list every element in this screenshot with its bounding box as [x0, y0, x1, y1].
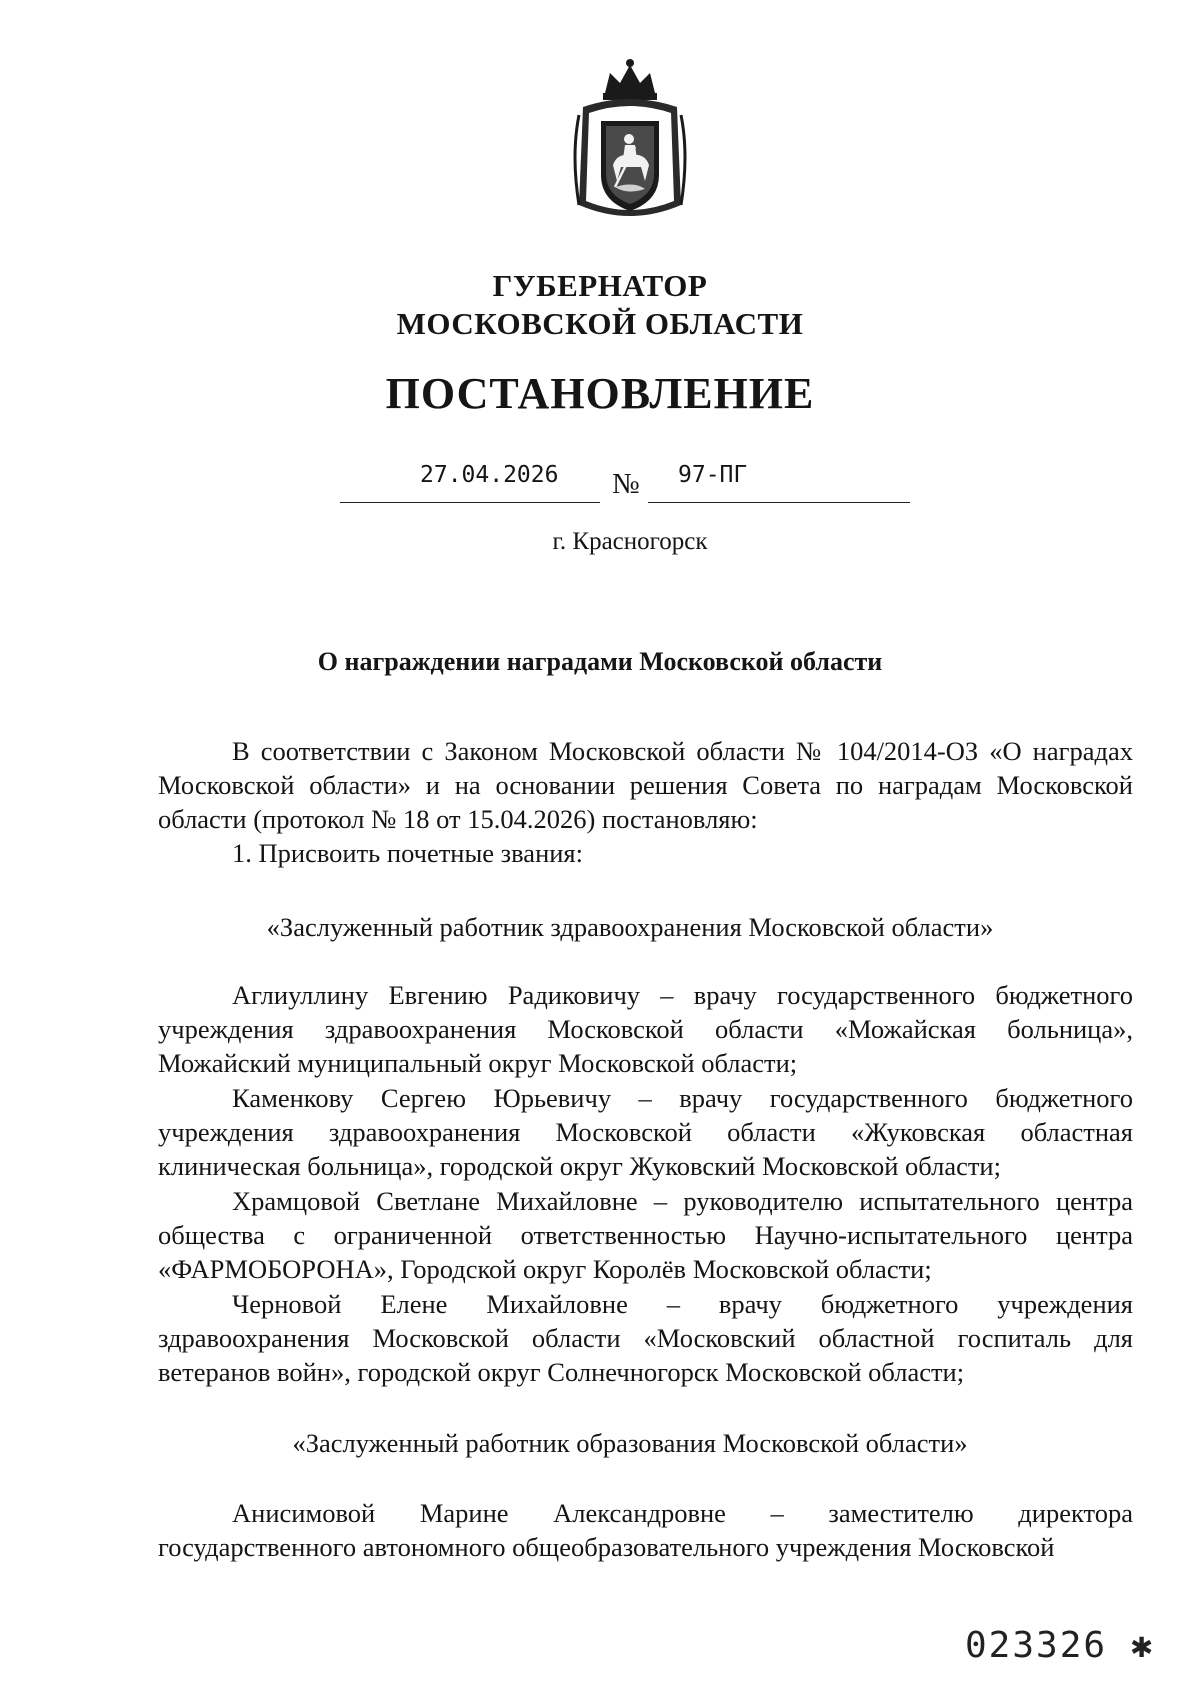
award-entry: Аглиуллину Евгению Радиковичу – врачу государственного бюджетного учреждения здравоохранения Московской области «Можайская больница», Можайский муниципальный округ Московской области; — [158, 980, 1133, 1078]
registration-date-field — [340, 462, 600, 503]
org-name-line-2: МОСКОВСКОЙ ОБЛАСТИ — [396, 306, 804, 341]
registration-number-field — [648, 462, 910, 503]
document-type-title: ПОСТАНОВЛЕНИЕ — [385, 369, 815, 418]
org-name-line-1: ГУБЕРНАТОР — [492, 268, 708, 303]
section-title-health: «Заслуженный работник здравоохранения Московской области» — [266, 912, 994, 942]
number-sign: № — [612, 468, 640, 500]
item-1-paragraph: 1. Присвоить почетные звания: — [232, 838, 583, 868]
registration-line — [340, 462, 910, 502]
registration-number: 97-ПГ — [678, 462, 748, 488]
document-subject: О награждении наградами Московской области — [317, 647, 883, 676]
city-name: г. Красногорск — [552, 528, 708, 555]
serial-number-stamp: 023326 ✱ — [965, 1625, 1155, 1666]
coat-of-arms-icon — [565, 55, 695, 225]
award-entry: Каменкову Сергею Юрьевичу – врачу государственного бюджетного учреждения здравоохранения Московской области «Жуковская областная клиническая больница», городской округ Жуковский Московской области; — [158, 1083, 1133, 1181]
preamble-paragraph: В соответствии с Законом Московской области № 104/2014-ОЗ «О наградах Московской области» и на основании решения Совета по наградам Московской области (протокол № 18 от 15.04.2026) постановляю: — [158, 736, 1133, 834]
award-entry: Храмцовой Светлане Михайловне – руководителю испытательного центра общества с ограниченной ответственностью Научно-испытательного центра «ФАРМОБОРОНА», Городской округ Королёв Московской области; — [158, 1186, 1133, 1284]
award-entry: Черновой Елене Михайловне – врачу бюджетного учреждения здравоохранения Московской области «Московский областной госпиталь для ветеранов войн», городской округ Солнечногорск Московской области; — [158, 1289, 1133, 1387]
registration-date: 27.04.2026 — [420, 462, 559, 488]
section-title-education: «Заслуженный работник образования Московской области» — [292, 1428, 968, 1458]
award-entry: Анисимовой Марине Александровне – заместителю директора государственного автономного общеобразовательного учреждения Московской — [158, 1498, 1133, 1562]
